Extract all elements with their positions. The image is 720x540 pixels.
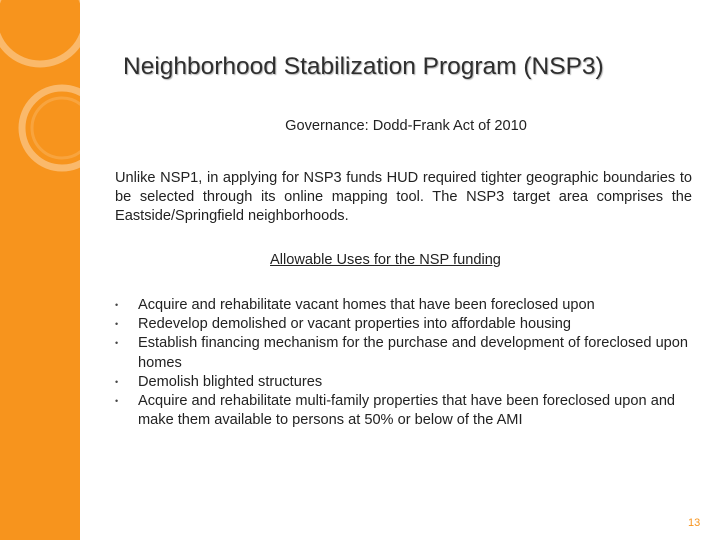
decorative-circles-graphic [0,0,80,540]
list-item [115,334,705,372]
bullet-icon: • [115,319,119,330]
list-item-text: Redevelop demolished or vacant properties into affordable housing [138,316,571,333]
decorative-side-band [0,0,80,540]
page-number: 13 [688,517,701,529]
allowable-uses-heading: Allowable Uses for the NSP funding [270,252,501,268]
intro-paragraph: Unlike NSP1, in applying for NSP3 funds HUD required tighter geographic boundaries to be selected through its online mapping tool. The NSP3 target area comprises the Eastside/Springfield neighborhoods. [115,170,692,225]
list-item-text: Acquire and rehabilitate vacant homes that have been foreclosed upon [138,297,595,313]
list-item [115,392,705,430]
list-item-text: Establish financing mechanism for the purchase and development of foreclosed upon homes [138,335,689,371]
list-item [115,296,705,315]
list-item-text: Demolish blighted structures [138,373,323,390]
bullet-icon: • [115,300,119,310]
list-item [115,373,705,392]
bullet-icon: • [115,376,119,387]
list-item-text: Acquire and rehabilitate multi-family properties that have been foreclosed upon and make them available to persons at 50% or below of the AMI [138,393,676,429]
allowable-uses-list [115,296,705,430]
governance-line: Governance: Dodd-Frank Act of 2010 [285,118,527,134]
bullet-icon: • [115,338,119,349]
list-item [115,315,705,334]
bullet-icon: • [115,396,119,407]
slide-title: Neighborhood Stabilization Program (NSP3) [123,53,604,80]
